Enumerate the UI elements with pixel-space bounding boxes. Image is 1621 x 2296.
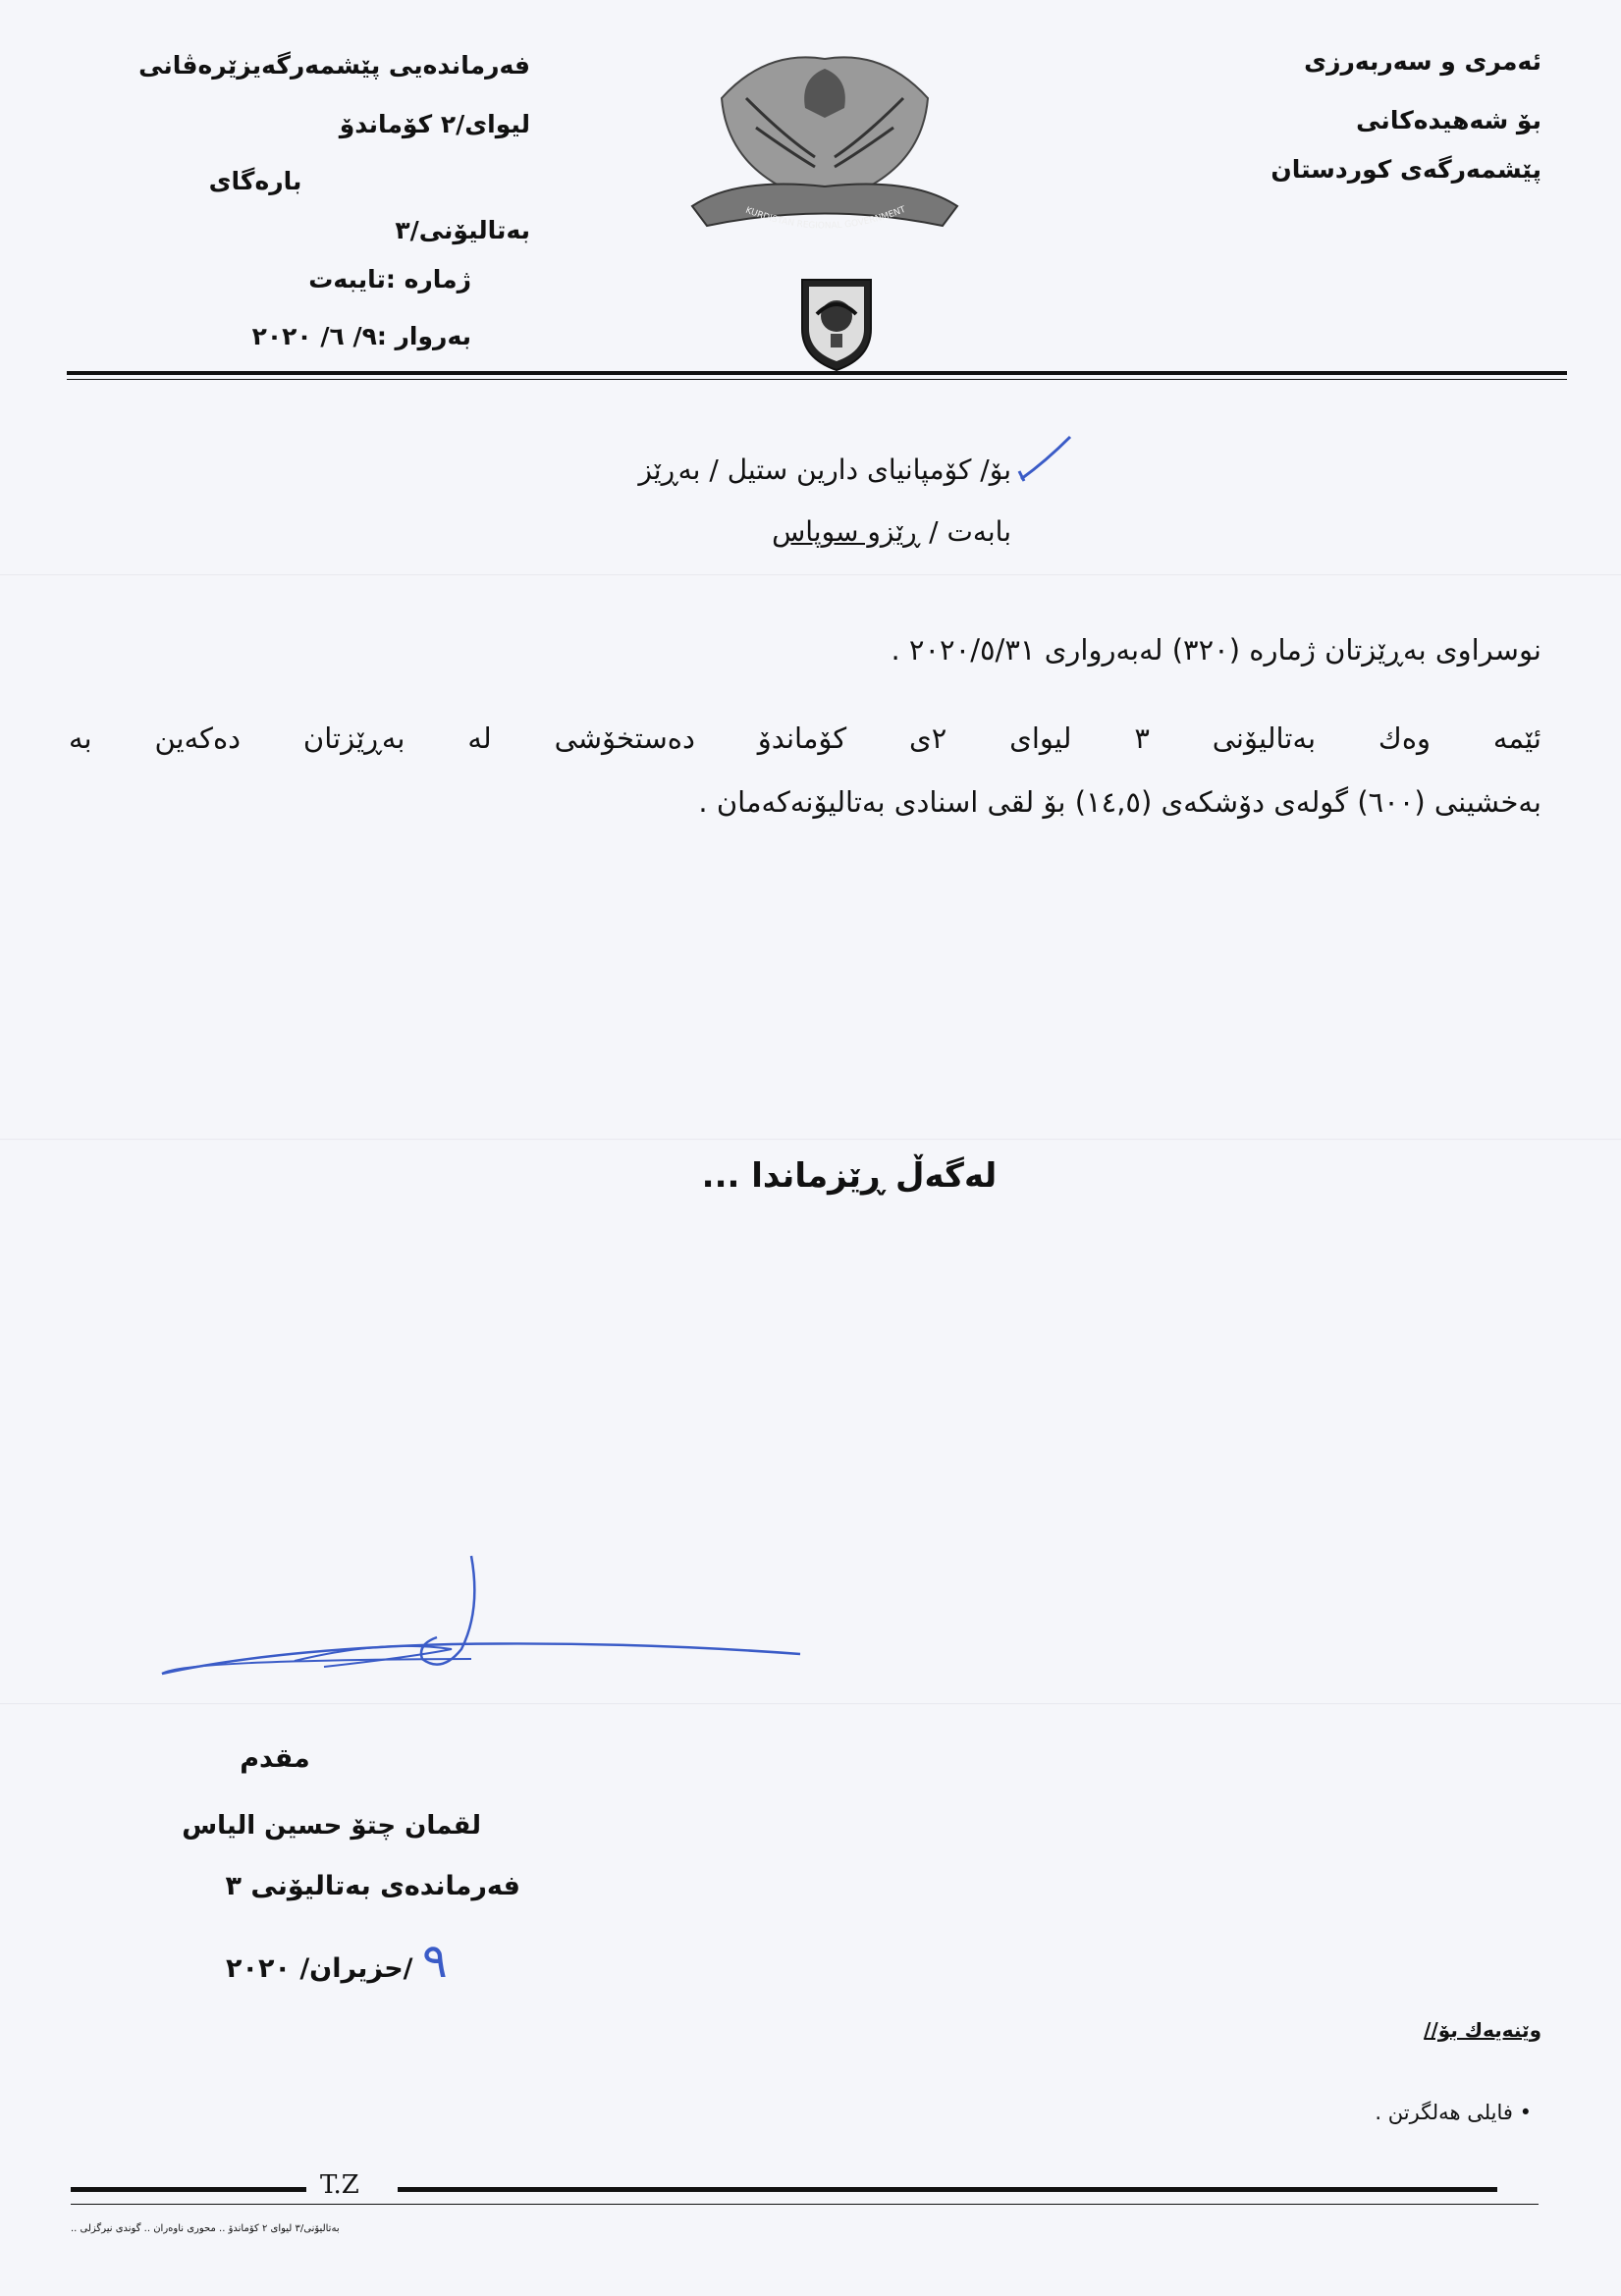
header-divider-thin — [67, 379, 1567, 380]
signature-date — [226, 1934, 520, 1989]
signature-date-text: /حزیران/ ٢٠٢٠ — [226, 1953, 413, 1984]
footer-rule-left — [71, 2187, 306, 2192]
signer-rank: مقدم — [240, 1743, 310, 1774]
krg-eagle-emblem — [677, 39, 972, 255]
recipient-line: بۆ/ کۆمپانیای دارین ستیل / بەڕێز — [638, 454, 1011, 486]
body-line: ئێمە وەك بەتالیۆنی ٣ لیوای ٢ی کۆماندۆ دەستخۆشی لە بەڕێزتان دەکەین بە — [69, 721, 1542, 755]
header-left-line: بارەگای — [208, 167, 302, 195]
footer-rule-thin — [71, 2204, 1539, 2205]
header-left-line: ژمارە :تایبەت — [308, 265, 471, 294]
signer-name: لقمان چتۆ حسین الیاس — [182, 1811, 481, 1841]
header-left-line: بەتالیۆنی/٣ — [395, 216, 530, 244]
subject-line — [727, 515, 1011, 548]
paper-fold — [0, 1139, 1621, 1141]
header-left-line: لیوای/٢ کۆماندۆ — [339, 110, 530, 138]
copy-to-label: وێنەیەك بۆ// — [1424, 2018, 1541, 2042]
header-left-line: بەروار :٩/ ٦/ ٢٠٢٠ — [251, 322, 471, 350]
subject-text: ڕێزو سوپاس — [772, 515, 921, 548]
emblem-caption: KURDISTAN REGIONAL GOVERNMENT — [743, 204, 907, 232]
pen-check-mark — [1016, 432, 1075, 486]
footer-rule-right — [398, 2187, 1497, 2192]
handwritten-signature — [157, 1551, 805, 1688]
footer-tz: T.Z — [320, 2170, 359, 2200]
footer-address: بەتالیۆنی/٣ لیوای ٢ کۆماندۆ .. محوری ناوەران .. گوندی نیرگزلی .. — [71, 2223, 340, 2234]
copy-to-item-text: فایلی هەلگرتن . — [1375, 2101, 1513, 2124]
closing-line: لەگەڵ ڕێزماندا ... — [701, 1156, 998, 1196]
header-left-line: فەرماندەیی پێشمەرگەیزێرەڤانی — [138, 51, 530, 80]
copy-to-item: • فایلی هەلگرتن . — [1375, 2101, 1532, 2124]
body-line: بەخشینی (٦٠٠) گولەی دۆشکەی (١٤,٥) بۆ لقی اسنادی بەتالیۆنەکەمان . — [698, 785, 1541, 819]
header-divider — [67, 371, 1567, 375]
body-line: نوسراوی بەڕێزتان ژمارە (٣٢٠) لەبەرواری ٢٠٢٠/٥/٣١ . — [891, 633, 1541, 667]
signer-title: فەرماندەی بەتالیۆنی ٣ — [225, 1871, 520, 1901]
header-right-line: پێشمەرگەی کوردستان — [1270, 155, 1541, 184]
paper-fold — [0, 1703, 1621, 1705]
header-right-line: ئەمری و سەربەرزی — [1304, 47, 1541, 76]
handwritten-day: ٩ — [421, 1934, 448, 1989]
subject-prefix: بابەت / — [929, 515, 1011, 548]
paper-fold — [0, 574, 1621, 576]
header-right-line: بۆ شەهیدەکانی — [1356, 106, 1541, 134]
battalion-badge-icon — [797, 275, 876, 373]
